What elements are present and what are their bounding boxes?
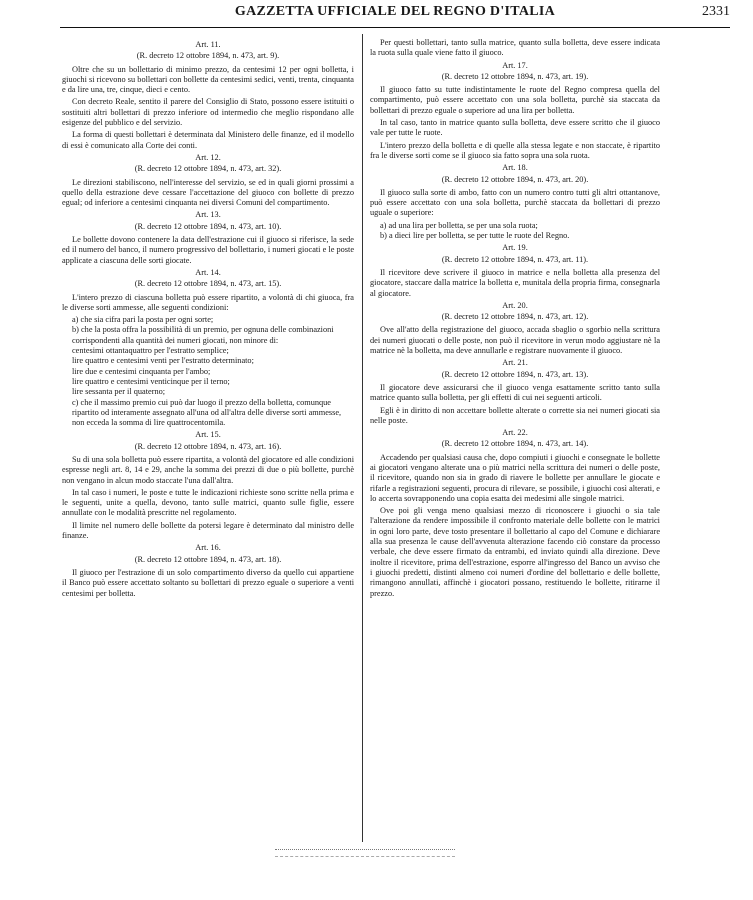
article-list-item: c) che il massimo premio cui può dar luogo il prezzo della bolletta, comunque ripartito od interamente assegnato all'una od all'altra delle diverse sorti ammesse, non ecceda la somma di lire quattrocentomila. <box>72 397 342 428</box>
article-paragraph: Il ricevitore deve scrivere il giuoco in matrice e nella bolletta alla presenza del giocatore, staccare dalla matrice la bolletta e, munitala della propria firma, consegnarla al giocatore. <box>370 267 660 298</box>
article-paragraph: L'intero prezzo della bolletta e di quelle alla stessa legate e non staccate, è ripartito fra le diverse sorti come se il giuoco sia fatto sopra una sola ruota. <box>370 140 660 160</box>
article-heading: Art. 17. <box>502 60 528 70</box>
article-list-item: a) che sia cifra pari la posta per ogni sorte; <box>72 315 214 325</box>
article-paragraph: Accadendo per qualsiasi causa che, dopo compiuti i giuochi e consegnate le bollette ai giocatori vengano alterate una o più matrici nella scrittura dei numeri o delle poste, il ricevitore, quando non sia in grado di riavere le bollette per annullare le giocate e rifarle a registrazioni seguenti, procura di rilevare, se possibile, i giuochi così alterati, e lo accerta sovrapponendo una copia esatta dei medesimi alle singole matrici. <box>370 452 660 503</box>
article-reference: (R. decreto 12 ottobre 1894, n. 473, art. 12). <box>441 312 589 322</box>
article-paragraph: In tal caso, tanto in matrice quanto sulla bolletta, deve essere scritto che il giuoco vale per tutte le ruote. <box>370 118 660 138</box>
left-column <box>62 38 354 601</box>
article-paragraph: Il giuoco fatto su tutte indistintamente le ruote del Regno compresa quella del compartimento, può essere accettato con una sola bolletta, purchè sia staccata da bollettari di prezzo eguale o superiore ad una lira per bolletta. <box>370 85 660 115</box>
article-reference: (R. decreto 12 ottobre 1894, n. 473, art. 11). <box>441 254 589 264</box>
article-paragraph: In tal caso i numeri, le poste e tutte le indicazioni richieste sono scritte nella prima e le seguenti, unite a quella, devono, tanto sulle matrici, quanto sulle figlie, essere annullate con le modalità prescritte nel regolamento. <box>62 487 354 518</box>
article-list-item: lire quattro e centesimi venticinque per il terno; <box>72 376 230 386</box>
article-reference: (R. decreto 12 ottobre 1894, n. 473, art. 18). <box>134 554 282 564</box>
article-paragraph: Su di una sola bolletta può essere ripartita, a volontà del giocatore ed alle condizioni espresse negli art. 8, 14 e 29, anche la somma dei prezzi di due o più bollette, purchè non vengano in alcun modo staccate l'una dall'altra. <box>62 454 354 485</box>
article-paragraph: Ove all'atto della registrazione del giuoco, accada sbaglio o sgorbio nella scrittura dei numeri giuocati o delle poste, non può il ricevitore in verun modo aggiustare nè la matrice nè la bolletta, ma deve annullarle e registrare nuovamente il giuoco. <box>370 325 660 356</box>
article-heading: Art. 20. <box>502 300 528 310</box>
article-heading: Art. 22. <box>502 428 528 438</box>
page-number: 2331 <box>702 4 730 19</box>
article-heading: Art. 19. <box>502 243 528 253</box>
article-reference: (R. decreto 12 ottobre 1894, n. 473, art. 9). <box>136 51 280 61</box>
article-reference: (R. decreto 12 ottobre 1894, n. 473, art. 32). <box>134 164 282 174</box>
article-heading: Art. 12. <box>195 152 221 162</box>
article-list-item: lire quattro e centesimi venti per l'estratto determinato; <box>72 356 254 366</box>
article-paragraph: Le direzioni stabiliscono, nell'interesse del servizio, se ed in quali giorni prossimi a quello della estrazione deve cessare l'accettazione del giuoco con bollette di prezzo egual; od inferiore a centesimi cinquanta nei diversi Comuni del compartimento. <box>62 177 354 208</box>
page-header <box>60 4 730 26</box>
article-paragraph: Il limite nel numero delle bollette da potersi legare è determinato dal ministro delle finanze. <box>62 520 354 541</box>
header-rule <box>60 27 730 28</box>
article-paragraph: L'intero prezzo di ciascuna bolletta può essere ripartito, a volontà di chi giuoca, fra le diverse sorti ammesse, alle seguenti condizioni: <box>62 292 354 312</box>
article-paragraph: Con decreto Reale, sentito il parere del Consiglio di Stato, possono essere istituiti o sostituiti altri bollettari di prezzo inferiore od intermedio che meglio rispondano alle esigenze del pubblico e del servizio. <box>62 97 354 128</box>
article-list-item: b) a dieci lire per bolletta, se per tutte le ruote del Regno. <box>380 231 570 241</box>
article-heading: Art. 11. <box>195 40 221 49</box>
article-heading: Art. 16. <box>195 543 221 553</box>
article-reference: (R. decreto 12 ottobre 1894, n. 473, art. 20). <box>441 174 589 184</box>
right-column-intro: Per questi bollettari, tanto sulla matrice, quanto sulla bolletta, deve essere indicata la ruota sulla quale viene fatto il giuoco. <box>370 38 660 58</box>
article-reference: (R. decreto 12 ottobre 1894, n. 473, art. 14). <box>441 439 589 449</box>
article-list-item: lire sessanta per il quaterno; <box>72 387 166 397</box>
article-heading: Art. 14. <box>195 267 221 277</box>
article-paragraph: Le bollette dovono contenere la data dell'estrazione cui il giuoco si riferisce, la sede ed il numero del banco, il numero progressivo del bollettario, i numeri giocati e le poste applicate a ciascuna delle sorti giocate. <box>62 235 354 265</box>
article-list-item: centesimi ottantaquattro per l'estratto semplice; <box>72 346 229 356</box>
article-paragraph: Il giocatore deve assicurarsi che il giuoco venga esattamente scritto tanto sulla matrice quanto sulla bolletta, per gli effetti di cui nei seguenti articoli. <box>370 382 660 403</box>
article-reference: (R. decreto 12 ottobre 1894, n. 473, art. 16). <box>134 441 282 451</box>
article-list-item: b) che la posta offra la possibilità di un premio, per ognuna delle combinazioni corrispondenti alla quantità dei numeri giocati, non minore di: <box>72 325 334 345</box>
column-divider <box>362 34 363 842</box>
article-reference: (R. decreto 12 ottobre 1894, n. 473, art. 19). <box>441 71 589 81</box>
article-list-item: a) ad una lira per bolletta, se per una sola ruota; <box>380 220 538 230</box>
footer-ornament <box>275 849 455 857</box>
article-paragraph: La forma di questi bollettari è determinata dal Ministero delle finanze, ed il modello di essi è comunicato alla Corte dei conti. <box>62 130 354 150</box>
article-heading: Art. 13. <box>195 210 221 220</box>
article-reference: (R. decreto 12 ottobre 1894, n. 473, art. 15). <box>134 279 282 289</box>
article-heading: Art. 15. <box>195 430 221 440</box>
gazette-title: GAZZETTA UFFICIALE DEL REGNO D'ITALIA <box>234 4 556 19</box>
article-heading: Art. 18. <box>502 163 528 173</box>
article-paragraph: Egli è in diritto di non accettare bollette alterate o corrette sia nei numeri giocati sia nelle poste. <box>370 405 660 425</box>
article-paragraph: Oltre che su un bollettario di minimo prezzo, da centesimi 12 per ogni bolletta, i giuochi si ricevono su bollettari con bollette da centesimi sedici, venti, trenta, cinquanta e da lire una, tre, cinque, dieci e cento. <box>62 64 354 95</box>
article-paragraph: Ove poi gli venga meno qualsiasi mezzo di riconoscere i giuochi o sia tale l'alterazione da rendere impossibile il confronto materiale delle bollette con le matrici in ogni loro parte, deve tosto presentare il bollettario al capo del Comune e dichiarare alla sua presenza le cause dell'avvenuta alterazione facendo ciò constare da processo verbale, che deve essere firmato da entrambi, ed inviato quindi alla direzione. Deve inoltre il ricevitore, prima dell'estrazione, esporre all'ingresso del Banco un avviso che i giuochi predetti, distinti almeno coi numeri d'ordine del bollettario e delle bollette, rimangono annullati, affinchè i giocatori possano, restituendo le bollette, ritirarne il prezzo. <box>370 506 660 598</box>
article-paragraph: Il giuoco sulla sorte di ambo, fatto con un numero contro tutti gli altri ottantanove, può essere accettato con una sola bolletta, purchè staccata da bollettari di prezzo uguale o superiore: <box>370 187 660 218</box>
article-reference: (R. decreto 12 ottobre 1894, n. 473, art. 10). <box>134 221 282 231</box>
article-heading: Art. 21. <box>502 358 528 368</box>
article-reference: (R. decreto 12 ottobre 1894, n. 473, art. 13). <box>441 369 589 379</box>
article-list-item: lire due e centesimi cinquanta per l'ambo; <box>72 366 211 376</box>
article-paragraph: Il giuoco per l'estrazione di un solo compartimento diverso da quello cui appartiene il Banco può essere accettato soltanto su bollettari di prezzo eguale o superiore a venti centesimi per bolletta. <box>62 567 354 598</box>
right-column <box>370 38 660 601</box>
